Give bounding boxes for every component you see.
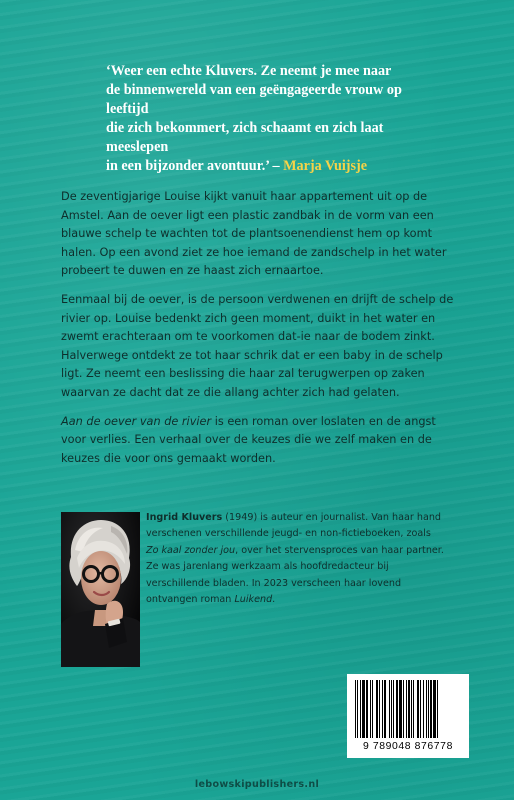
barcode: [347, 674, 469, 758]
review-quote: [106, 62, 436, 176]
bio-book-title-1: Zo kaal zonder jou: [146, 544, 236, 556]
quote-line-1: ‘Weer een echte Kluvers. Ze neemt je mee naar: [106, 63, 392, 79]
quote-line-3: die zich bekommert, zich schaamt en zich laat meeslepen: [106, 120, 384, 155]
book-blurb: [61, 188, 461, 478]
quote-dash: –: [268, 158, 284, 174]
bio-text-1: (1949) is auteur en journalist. Van haar hand verschenen verschillende jeugd- en non-fictieboeken, zoals: [146, 512, 442, 540]
barcode-stripe: [438, 680, 439, 738]
bio-book-title-2: Luikend: [234, 594, 273, 606]
blurb-paragraph-2: Eenmaal bij de oever, is de persoon verdwenen en drijft de schelp de rivier op. Louise bedenkt zich geen moment, duikt in het water en zwemt erachteraan om te voorkomen dat-ie naar de bodem zinkt. Halverwege ontdekt ze tot haar schrik dat er een baby in de schelp ligt. Ze neemt een beslissing die haar zal terugwerpen op zaken waarvan ze dacht dat ze die allang achter zich had gelaten.: [61, 292, 454, 399]
bio-text-3: .: [272, 594, 276, 606]
author-name: Ingrid Kluvers: [146, 512, 223, 523]
author-portrait-image: [61, 512, 140, 667]
quote-author: Marja Vuijsje: [283, 158, 368, 174]
isbn-number: 9 789048 876778: [363, 741, 453, 752]
book-title: Aan de oever van de rivier: [61, 414, 212, 428]
publisher-url: lebowskipublishers.nl: [194, 779, 320, 790]
quote-line-2: de binnenwereld van een geëngageerde vrouw op leeftijd: [106, 82, 402, 117]
barcode-bars: [355, 680, 461, 740]
blurb-paragraph-1: De zeventigjarige Louise kijkt vanuit haar appartement uit op de Amstel. Aan de oever ligt een plastic zandbak in de vorm van een blauwe schelp te wachten tot de plantsoenendienst hem op komt halen. Op een avond ziet ze hoe iemand de zandschelp in het water probeert te duwen en ze haast zich ernaartoe.: [61, 190, 447, 278]
blurb-paragraph-3: [61, 413, 461, 469]
bio-text-2: , over het stervensproces van haar partner. Ze was jarenlang werkzaam als hoofdredacteur bij verschillende bladen. In 2023 verscheen haar lovend ontvangen roman: [146, 544, 444, 606]
author-bio: [146, 510, 446, 608]
author-photo: [61, 512, 140, 667]
blurb-paragraph-3-text: is een roman over loslaten en de angst voor verlies. Een verhaal over de keuzes die we zelf maken en de keuzes die voor ons gemaakt worden.: [61, 414, 436, 465]
quote-line-4: in een bijzonder avontuur.’: [106, 158, 269, 174]
